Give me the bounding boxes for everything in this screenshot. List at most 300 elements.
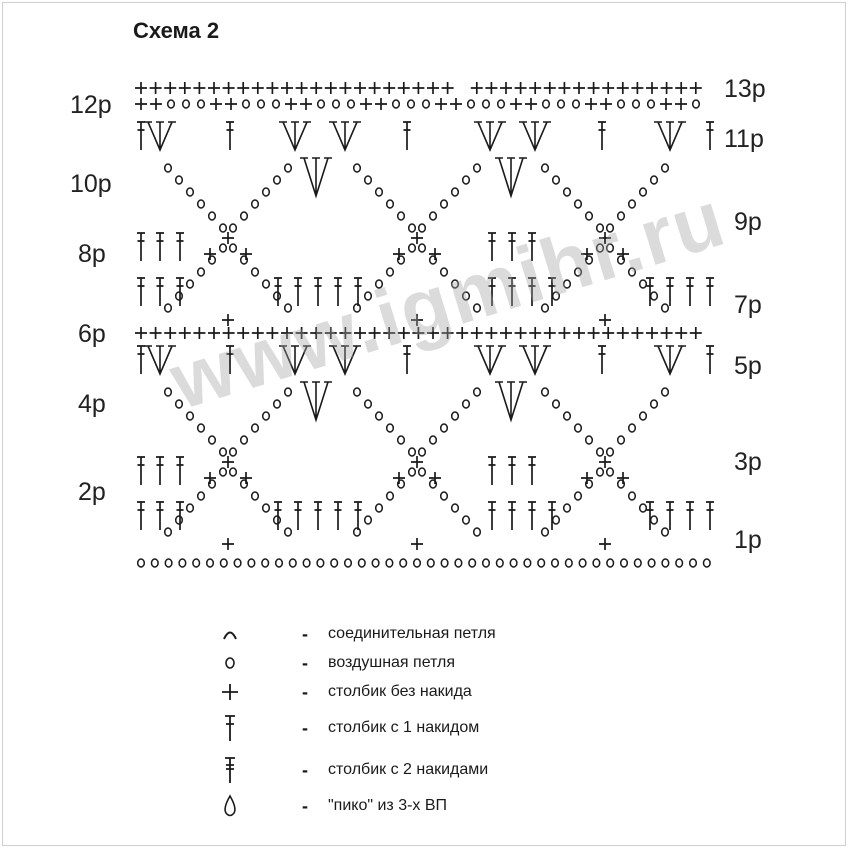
chain-stitch-icon [690,559,697,567]
single-crochet-icon [485,82,497,94]
chain-stitch-icon [387,424,394,432]
double-crochet-icon [403,122,411,150]
chain-stitch-icon [252,268,259,276]
chain-stitch-icon [575,424,582,432]
legend-dash: - [302,759,308,780]
chain-stitch-icon [662,164,669,172]
chain-stitch-icon [409,468,416,476]
chain-stitch-icon [552,559,559,567]
chain-stitch-icon [409,244,416,252]
single-crochet-icon [411,456,423,468]
single-crochet-icon [588,327,600,339]
chain-stitch-icon [165,164,172,172]
legend-label: столбик без накида [328,683,472,700]
legend-label: "пико" из 3-х ВП [328,797,448,814]
single-crochet-icon [300,98,312,110]
chain-stitch-icon [564,188,571,196]
single-crochet-icon [558,82,570,94]
legend-item-chain-stitch [210,649,455,677]
chain-stitch-icon [524,559,531,567]
single-crochet-icon [193,82,205,94]
chain-stitch-icon [593,559,600,567]
chain-stitch-icon [441,424,448,432]
single-crochet-icon [204,248,216,260]
chain-stitch-icon [618,100,625,108]
dc-cluster-icon [654,346,686,374]
single-crochet-icon [599,538,611,550]
chain-stitch-icon [662,388,669,396]
single-crochet-icon [660,98,672,110]
single-crochet-icon [285,98,297,110]
chain-stitch-icon [274,516,281,524]
chain-stitch-icon [662,528,669,536]
chain-stitch-icon [243,100,250,108]
single-crochet-icon [412,82,424,94]
chain-stitch-icon [183,100,190,108]
chain-stitch-icon [474,388,481,396]
double-crochet-icon [706,502,714,530]
dc-cluster-icon [300,158,332,196]
chain-stitch-icon [463,176,470,184]
chain-stitch-icon [640,504,647,512]
chain-stitch-icon [198,200,205,208]
single-crochet-icon [150,82,162,94]
chain-stitch-icon [209,436,216,444]
single-crochet-icon [529,327,541,339]
single-crochet-icon [646,82,658,94]
single-crochet-icon [266,82,278,94]
chain-stitch-icon [248,559,255,567]
double-crochet-icon [666,278,674,306]
chain-stitch-icon [428,559,435,567]
chain-stitch-icon [662,304,669,312]
chain-stitch-icon [409,224,416,232]
chain-stitch-icon [662,559,669,567]
chain-stitch-icon [497,559,504,567]
double-crochet-icon [528,502,536,530]
single-crochet-icon [164,82,176,94]
row-label-13: 13р [724,75,766,103]
double-crochet-icon [137,122,145,150]
double-crochet-icon [314,502,322,530]
double-crochet-icon [334,502,342,530]
chain-stitch-icon [220,468,227,476]
single-crochet-icon [435,98,447,110]
legend-dash: - [302,623,308,644]
single-crochet-icon [339,82,351,94]
double-crochet-icon [508,502,516,530]
single-crochet-icon [600,98,612,110]
double-crochet-icon [488,502,496,530]
chain-stitch-icon [376,188,383,196]
single-crochet-icon [427,82,439,94]
chain-stitch-icon [651,400,658,408]
single-crochet-icon [558,327,570,339]
chain-stitch-icon [198,492,205,500]
dc-cluster-icon [495,158,527,196]
chain-stitch-icon [168,100,175,108]
legend-item-double-crochet [210,714,479,742]
chain-stitch-icon [542,388,549,396]
dc-cluster-icon [474,122,506,150]
chain-stitch-icon [408,100,415,108]
chain-stitch-icon [409,448,416,456]
double-crochet-icon [156,457,164,485]
chain-stitch-icon [558,100,565,108]
chain-stitch-icon [441,492,448,500]
chain-stitch-icon [331,559,338,567]
single-crochet-icon [375,98,387,110]
chain-stitch-icon [651,292,658,300]
single-crochet-icon [617,472,629,484]
chain-stitch-icon [176,292,183,300]
row-label-6: 6р [78,320,106,348]
chain-stitch-icon [469,559,476,567]
legend-label: воздушная петля [328,654,456,671]
chain-stitch-icon [398,436,405,444]
chain-stitch-icon [542,528,549,536]
row-label-10: 10р [70,170,112,198]
chain-stitch-icon [187,504,194,512]
double-crochet-icon [508,457,516,485]
chain-stitch-icon [176,516,183,524]
chain-stitch-icon [359,559,366,567]
chain-stitch-icon [345,559,352,567]
chain-stitch-icon [463,400,470,408]
chain-stitch-icon [564,504,571,512]
chain-stitch-icon [230,224,237,232]
chain-stitch-icon [387,492,394,500]
single-crochet-icon [661,82,673,94]
single-crochet-icon [588,82,600,94]
chain-stitch-icon [621,559,628,567]
chain-stitch-icon [607,448,614,456]
single-crochet-icon [690,327,702,339]
single-crochet-icon [675,98,687,110]
single-crochet-icon [296,82,308,94]
chain-stitch-icon [483,100,490,108]
chain-stitch-icon [165,559,172,567]
chain-stitch-icon [618,436,625,444]
chain-stitch-icon [607,468,614,476]
single-crochet-icon [515,82,527,94]
legend-item-slip-stitch [210,620,496,648]
chain-stitch-icon [209,212,216,220]
single-crochet-icon [525,98,537,110]
chain-stitch-icon [252,200,259,208]
legend-item-treble-crochet [210,756,488,784]
chain-stitch-icon [176,176,183,184]
chain-stitch-icon [651,176,658,184]
row-label-11: 11р [724,125,764,153]
chain-stitch-icon [198,268,205,276]
chain-stitch-icon [318,100,325,108]
single-crochet-icon [240,472,252,484]
chain-stitch-icon [317,559,324,567]
row-labels-left [70,91,112,506]
dc-cluster-icon [474,346,506,374]
single-crochet-icon [240,248,252,260]
chain-stitch-icon [220,224,227,232]
double-crochet-icon [137,457,145,485]
single-crochet-icon [581,472,593,484]
single-crochet-icon [429,472,441,484]
single-crochet-icon [675,82,687,94]
single-crochet-icon [646,327,658,339]
single-crochet-icon [222,538,234,550]
single-crochet-icon [179,82,191,94]
chain-stitch-icon [274,176,281,184]
chain-stitch-icon [441,200,448,208]
chain-stitch-icon [607,559,614,567]
legend-item-single-crochet [210,678,472,706]
dc-cluster-icon [519,346,551,374]
chain-stitch-icon [629,424,636,432]
dc-cluster-icon [279,122,311,150]
chain-stitch-icon [430,436,437,444]
chain-stitch-icon [419,448,426,456]
chain-stitch-icon [262,559,269,567]
chain-stitch-icon [419,244,426,252]
single-crochet-icon [529,82,541,94]
double-crochet-icon [176,233,184,261]
double-crochet-icon [686,502,694,530]
single-crochet-icon [135,82,147,94]
chain-stitch-icon [633,100,640,108]
row-label-1: 1р [734,526,762,554]
chain-stitch-icon [597,468,604,476]
chain-stitch-icon [586,436,593,444]
double-crochet-icon [528,457,536,485]
single-crochet-icon [471,82,483,94]
single-crochet-icon [208,82,220,94]
chain-stitch-icon [564,412,571,420]
chain-stitch-icon [263,280,270,288]
chain-stitch-icon [676,559,683,567]
chain-stitch-icon [220,448,227,456]
chain-stitch-icon [597,448,604,456]
chain-stitch-icon [333,100,340,108]
double-crochet-icon [294,502,302,530]
double-crochet-icon [598,122,606,150]
chain-stitch-icon [463,516,470,524]
single-crochet-icon [675,327,687,339]
chain-stitch-icon [573,100,580,108]
single-crochet-icon [602,327,614,339]
double-crochet-icon [156,233,164,261]
chain-stitch-icon [693,100,700,108]
single-crochet-icon [222,232,234,244]
chain-stitch-icon [252,424,259,432]
chain-stitch-icon [210,649,250,677]
chain-stitch-icon [543,100,550,108]
chain-stitch-icon [348,100,355,108]
single-crochet-icon [515,327,527,339]
single-crochet-icon [210,98,222,110]
single-crochet-icon [631,82,643,94]
dc-cluster-icon [654,122,686,150]
chain-stitch-icon [575,492,582,500]
chain-stitch-icon [393,100,400,108]
chain-stitch-icon [398,212,405,220]
single-crochet-icon [393,248,405,260]
double-crochet-icon [686,278,694,306]
chain-stitch-icon [187,280,194,288]
chain-stitch-icon [263,504,270,512]
chain-stitch-icon [365,400,372,408]
chain-stitch-icon [263,412,270,420]
chain-stitch-icon [648,100,655,108]
chain-stitch-icon [452,188,459,196]
chain-stitch-icon [575,200,582,208]
single-crochet-icon [450,98,462,110]
legend-label: столбик с 2 накидами [328,761,489,778]
chart-title: Схема 2 [133,18,220,43]
chain-stitch-icon [419,224,426,232]
chain-stitch-icon [165,304,172,312]
row-label-8: 8р [78,240,106,268]
chain-stitch-icon [483,559,490,567]
chain-stitch-icon [452,412,459,420]
single-crochet-icon [573,327,585,339]
double-crochet-icon [598,346,606,374]
chain-stitch-icon [704,559,711,567]
chain-stitch-icon [474,528,481,536]
chain-stitch-icon [430,212,437,220]
chain-stitch-icon [207,559,214,567]
chain-stitch-icon [258,100,265,108]
single-crochet-icon [544,82,556,94]
single-crochet-icon [411,232,423,244]
chain-stitch-icon [640,412,647,420]
single-crochet-icon [150,327,162,339]
chain-stitch-icon [542,164,549,172]
single-crochet-icon [585,98,597,110]
row-labels-right [724,75,766,554]
chain-stitch-icon [187,188,194,196]
double-crochet-icon [226,122,234,150]
chain-stitch-icon [220,244,227,252]
chain-stitch-icon [290,559,297,567]
single-crochet-icon [602,82,614,94]
chain-stitch-icon [372,559,379,567]
double-crochet-icon [137,346,145,374]
picot-icon [210,792,250,820]
chain-stitch-icon [386,559,393,567]
dc-cluster-icon [519,122,551,150]
row-label-5: 5р [734,352,762,380]
chain-stitch-icon [273,100,280,108]
legend-label: столбик с 1 накидом [328,719,480,736]
double-crochet-icon [354,502,362,530]
chain-stitch-icon [241,436,248,444]
double-crochet-icon [137,233,145,261]
chain-stitch-icon [234,559,241,567]
chain-stitch-icon [138,559,145,567]
watermark-text: www.igmihr.ru [160,173,736,427]
chain-stitch-icon [285,528,292,536]
legend-item-picot [210,792,447,820]
chain-stitch-icon [387,200,394,208]
single-crochet-icon [383,82,395,94]
chain-stitch-icon [376,504,383,512]
chain-stitch-icon [285,164,292,172]
chain-stitch-icon [452,504,459,512]
chain-stitch-icon [152,559,159,567]
single-crochet-icon [252,82,264,94]
row-label-3: 3р [734,448,762,476]
double-crochet-icon [156,278,164,306]
chain-stitch-icon [354,164,361,172]
single-crochet-icon [690,82,702,94]
single-crochet-icon [360,98,372,110]
row-label-9: 9р [734,208,762,236]
chain-stitch-icon [198,100,205,108]
row-label-2: 2р [78,478,106,506]
chain-stitch-icon [474,164,481,172]
single-crochet-icon [617,82,629,94]
single-crochet-icon [510,98,522,110]
row-label-12: 12р [70,91,112,119]
chain-stitch-icon [241,212,248,220]
single-crochet-icon [573,82,585,94]
single-crochet-icon [617,327,629,339]
chain-stitch-icon [629,492,636,500]
chain-stitch-icon [498,100,505,108]
chain-stitch-icon [263,188,270,196]
legend-dash: - [302,717,308,738]
single-crochet-icon [411,538,423,550]
legend-label: соединительная петля [328,625,496,642]
chain-stitch-icon [354,528,361,536]
chain-stitch-icon [414,559,421,567]
chain-stitch-icon [566,559,573,567]
chain-stitch-icon [354,388,361,396]
chain-stitch-icon [553,400,560,408]
single-crochet-icon [204,472,216,484]
chain-stitch-icon [230,244,237,252]
chain-stitch-icon [538,559,545,567]
single-crochet-icon [223,82,235,94]
chain-stitch-icon [553,516,560,524]
single-crochet-icon [222,456,234,468]
single-crochet-icon [599,314,611,326]
single-crochet-icon [544,327,556,339]
chain-stitch-icon [376,412,383,420]
chain-stitch-icon [455,559,462,567]
row-label-7: 7р [734,291,762,319]
chain-stitch-icon [276,559,283,567]
chain-stitch-icon [510,559,517,567]
double-crochet-icon [156,502,164,530]
legend-dash: - [302,652,308,673]
chain-stitch-icon [303,559,310,567]
single-crochet-icon [661,327,673,339]
chain-stitch-icon [165,528,172,536]
chain-stitch-icon [635,559,642,567]
single-crochet-icon [310,82,322,94]
chain-stitch-icon [468,100,475,108]
chain-stitch-icon [419,468,426,476]
single-crochet-icon [631,327,643,339]
chain-stitch-icon [648,559,655,567]
double-crochet-icon [706,346,714,374]
chain-stitch-icon [230,448,237,456]
single-crochet-icon [150,98,162,110]
chain-stitch-icon [221,559,228,567]
single-crochet-icon [599,456,611,468]
chain-stitch-icon [651,516,658,524]
